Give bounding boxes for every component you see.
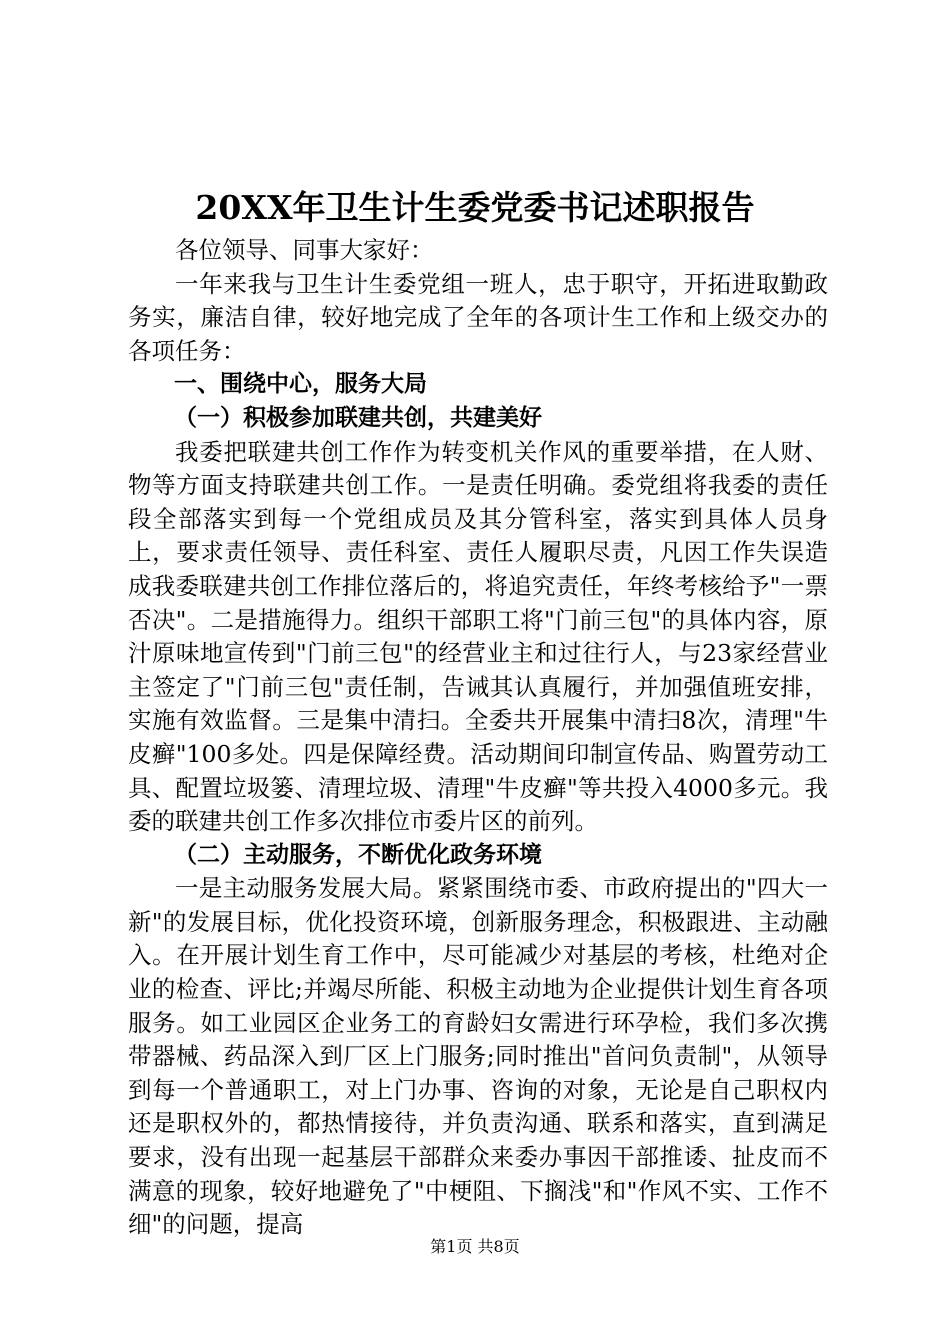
section-heading-1: 一、围绕中心，服务大局 bbox=[174, 371, 427, 398]
subsection-body-2: 一是主动服务发展大局。紧紧围绕市委、市政府提出的"四大一新"的发展目标，优化投资环境，创新服务理念，积极跟进、主动融入。在开展计划生育工作中，尽可能减少对基层的考核，杜绝对企业的检查、评比;并竭尽所能、积极主动地为企业提供计划生育各项服务。如工业园区企业务工的育龄妇女需进行环孕检，我们多次携带器械、药品深入到厂区上门服务;同时推出"首问负责制"，从领导到每一个普通职工，对上门办事、咨询的对象，无论是自己职权内还是职权外的，都热情接待，并负责沟通、联系和落实，直到满足要求，没有出现一起基层干部群众来委办事因干部推诿、扯皮而不满意的现象，较好地避免了"中梗阻、下搁浅"和"作风不实、工作不细"的问题，提高 bbox=[128, 874, 828, 1239]
subsection-heading-2: （二）主动服务，不断优化政务环境 bbox=[174, 841, 542, 868]
greeting-paragraph: 各位领导、同事大家好： bbox=[175, 236, 434, 264]
intro-paragraph: 一年来我与卫生计生委党组一班人，忠于职守，开拓进取勤政务实，廉洁自律，较好地完成了全年的各项计生工作和上级交办的各项任务： bbox=[128, 269, 828, 365]
page-footer: 第1页 共8页 bbox=[430, 1237, 520, 1256]
subsection-body-1: 我委把联建共创工作作为转变机关作风的重要举措，在人财、物等方面支持联建共创工作。一是责任明确。委党组将我委的责任段全部落实到每一个党组成员及其分管科室，落实到具体人员身上，要求责任领导、责任科室、责任人履职尽责，凡因工作失误造成我委联建共创工作排位落后的，将追究责任，年终考核给予"一票否决"。二是措施得力。组织干部职工将"门前三包"的具体内容，原汁原味地宣传到"门前三包"的经营业主和过往行人，与23家经营业主签定了"门前三包"责任制，告诫其认真履行，并加强值班安排，实施有效监督。三是集中清扫。全委共开展集中清扫8次，清理"牛皮癣"100多处。四是保障经费。活动期间印制宣传品、购置劳动工具、配置垃圾篓、清理垃圾、清理"牛皮癣"等共投入4000多元。我委的联建共创工作多次排位市委片区的前列。 bbox=[128, 437, 828, 836]
document-body bbox=[128, 234, 828, 1242]
subsection-heading-1: （一）积极参加联建共创，共建美好 bbox=[174, 404, 542, 431]
document-title: 20XX年卫生计生委党委书记述职报告 bbox=[195, 188, 755, 227]
